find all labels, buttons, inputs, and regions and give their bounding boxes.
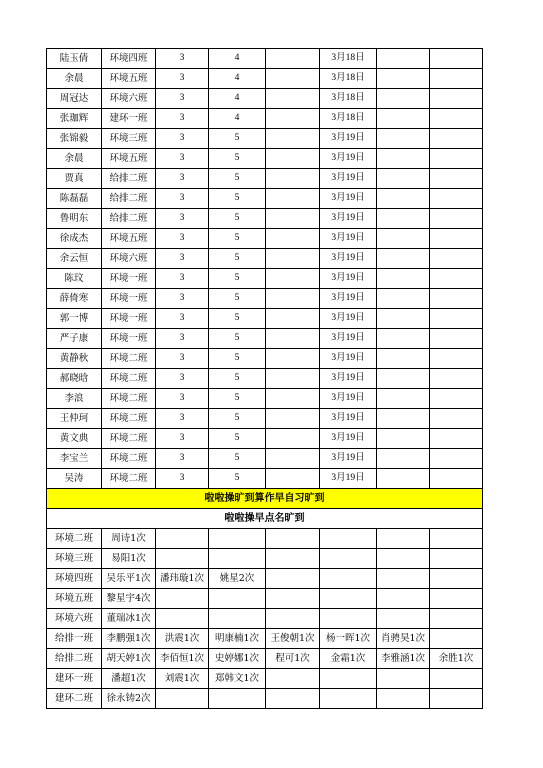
value-cell[interactable]: 3 <box>156 169 209 189</box>
table-row <box>47 569 483 589</box>
value-cell[interactable]: 5 <box>209 249 266 269</box>
value-cell[interactable]: 5 <box>209 149 266 169</box>
empty-cell[interactable] <box>266 369 320 389</box>
class-cell[interactable]: 给排二班 <box>102 169 156 189</box>
student-name-cell[interactable]: 郭一博 <box>47 309 102 329</box>
empty-cell[interactable] <box>266 309 320 329</box>
absence-entry-cell[interactable]: 洪震1次 <box>156 629 209 649</box>
absence-entry-cell[interactable] <box>430 629 483 649</box>
table-row <box>47 389 483 409</box>
absence-entry-cell[interactable]: 徐永铸2次 <box>102 689 156 709</box>
empty-cell[interactable] <box>266 409 320 429</box>
date-cell[interactable]: 3月19日 <box>320 469 377 489</box>
value-cell[interactable]: 4 <box>209 49 266 69</box>
absence-entry-cell[interactable] <box>430 669 483 689</box>
absence-entry-cell[interactable] <box>430 589 483 609</box>
absence-entry-cell[interactable]: 郑韩文1次 <box>209 669 266 689</box>
absence-entry-cell[interactable] <box>320 589 377 609</box>
table-row <box>47 169 483 189</box>
date-cell[interactable]: 3月19日 <box>320 329 377 349</box>
empty-cell[interactable] <box>377 309 430 329</box>
value-cell[interactable]: 3 <box>156 309 209 329</box>
absence-entry-cell[interactable] <box>430 609 483 629</box>
value-cell[interactable]: 5 <box>209 349 266 369</box>
absence-entry-cell[interactable] <box>430 529 483 549</box>
empty-cell[interactable] <box>377 49 430 69</box>
value-cell[interactable]: 5 <box>209 329 266 349</box>
empty-cell[interactable] <box>266 229 320 249</box>
table-row <box>47 609 483 629</box>
absence-entry-cell[interactable]: 吴乐平1次 <box>102 569 156 589</box>
empty-cell[interactable] <box>377 209 430 229</box>
table-row <box>47 689 483 709</box>
student-name-cell[interactable]: 余晨 <box>47 149 102 169</box>
absence-entry-cell[interactable]: 李鹏强1次 <box>102 629 156 649</box>
student-name-cell[interactable]: 余晨 <box>47 69 102 89</box>
table-row <box>47 529 483 549</box>
absence-entry-cell[interactable] <box>377 549 430 569</box>
empty-cell[interactable] <box>430 149 483 169</box>
date-cell[interactable]: 3月19日 <box>320 349 377 369</box>
value-cell[interactable]: 3 <box>156 69 209 89</box>
empty-cell[interactable] <box>266 129 320 149</box>
empty-cell[interactable] <box>377 129 430 149</box>
absence-entry-cell[interactable]: 姚星2次 <box>209 569 266 589</box>
absence-entry-cell[interactable] <box>209 529 266 549</box>
empty-cell[interactable] <box>377 349 430 369</box>
class-cell[interactable]: 环境一班 <box>102 329 156 349</box>
value-cell[interactable]: 5 <box>209 209 266 229</box>
absence-entry-cell[interactable] <box>320 669 377 689</box>
empty-cell[interactable] <box>430 209 483 229</box>
date-cell[interactable]: 3月18日 <box>320 69 377 89</box>
table-row <box>47 429 483 449</box>
value-cell[interactable]: 3 <box>156 389 209 409</box>
absence-entry-cell[interactable] <box>320 609 377 629</box>
absence-entry-cell[interactable] <box>266 589 320 609</box>
student-name-cell[interactable]: 王仲珂 <box>47 409 102 429</box>
absence-entry-cell[interactable]: 周诗1次 <box>102 529 156 549</box>
absence-table <box>46 48 483 709</box>
empty-cell[interactable] <box>377 109 430 129</box>
absence-entry-cell[interactable]: 李雅涵1次 <box>377 649 430 669</box>
empty-cell[interactable] <box>266 389 320 409</box>
empty-cell[interactable] <box>266 469 320 489</box>
empty-cell[interactable] <box>430 389 483 409</box>
empty-cell[interactable] <box>377 469 430 489</box>
table-row <box>47 649 483 669</box>
absence-entry-cell[interactable]: 黎星宇4次 <box>102 589 156 609</box>
table-row <box>47 149 483 169</box>
student-name-cell[interactable]: 李宝兰 <box>47 449 102 469</box>
empty-cell[interactable] <box>377 169 430 189</box>
table-row <box>47 209 483 229</box>
student-name-cell[interactable]: 黄文典 <box>47 429 102 449</box>
empty-cell[interactable] <box>266 269 320 289</box>
absence-entry-cell[interactable] <box>209 589 266 609</box>
absence-entry-cell[interactable] <box>209 549 266 569</box>
absence-entry-cell[interactable]: 杨一晖1次 <box>320 629 377 649</box>
empty-cell[interactable] <box>377 189 430 209</box>
table-row <box>47 629 483 649</box>
table-row <box>47 129 483 149</box>
absence-entry-cell[interactable]: 潘玮璇1次 <box>156 569 209 589</box>
empty-cell[interactable] <box>266 49 320 69</box>
empty-cell[interactable] <box>377 409 430 429</box>
date-cell[interactable]: 3月19日 <box>320 229 377 249</box>
student-name-cell[interactable]: 周冠达 <box>47 89 102 109</box>
table-row <box>47 469 483 489</box>
class-cell[interactable]: 环境一班 <box>102 269 156 289</box>
value-cell[interactable]: 5 <box>209 289 266 309</box>
absence-entry-cell[interactable]: 史婷娜1次 <box>209 649 266 669</box>
absence-entry-cell[interactable] <box>377 669 430 689</box>
date-cell[interactable]: 3月19日 <box>320 289 377 309</box>
empty-cell[interactable] <box>377 289 430 309</box>
absence-entry-cell[interactable] <box>266 549 320 569</box>
value-cell[interactable]: 5 <box>209 409 266 429</box>
table-row <box>47 669 483 689</box>
class-cell[interactable]: 环境六班 <box>102 89 156 109</box>
spreadsheet <box>46 48 483 709</box>
class-cell[interactable]: 给排一班 <box>47 629 102 649</box>
date-cell[interactable]: 3月19日 <box>320 309 377 329</box>
empty-cell[interactable] <box>430 369 483 389</box>
table-body <box>47 49 483 709</box>
class-cell[interactable]: 环境三班 <box>47 549 102 569</box>
absence-entry-cell[interactable] <box>430 549 483 569</box>
student-name-cell[interactable]: 张锦毅 <box>47 129 102 149</box>
empty-cell[interactable] <box>266 429 320 449</box>
value-cell[interactable]: 3 <box>156 329 209 349</box>
empty-cell[interactable] <box>430 289 483 309</box>
empty-cell[interactable] <box>430 129 483 149</box>
absence-entry-cell[interactable]: 潘超1次 <box>102 669 156 689</box>
absence-entry-cell[interactable]: 刘震1次 <box>156 669 209 689</box>
absence-entry-cell[interactable]: 易阳1次 <box>102 549 156 569</box>
empty-cell[interactable] <box>430 269 483 289</box>
student-name-cell[interactable]: 张珈辉 <box>47 109 102 129</box>
class-cell[interactable]: 给排二班 <box>47 649 102 669</box>
value-cell[interactable]: 3 <box>156 429 209 449</box>
banner-title[interactable]: 啦啦操旷到算作早自习旷到 <box>47 489 483 509</box>
empty-cell[interactable] <box>377 69 430 89</box>
absence-entry-cell[interactable] <box>320 689 377 709</box>
date-cell[interactable]: 3月19日 <box>320 209 377 229</box>
date-cell[interactable]: 3月19日 <box>320 149 377 169</box>
value-cell[interactable]: 3 <box>156 449 209 469</box>
class-cell[interactable]: 给排二班 <box>102 189 156 209</box>
value-cell[interactable]: 5 <box>209 169 266 189</box>
table-row <box>47 109 483 129</box>
empty-cell[interactable] <box>377 269 430 289</box>
absence-entry-cell[interactable] <box>266 609 320 629</box>
absence-entry-cell[interactable] <box>209 609 266 629</box>
student-name-cell[interactable]: 鲁明东 <box>47 209 102 229</box>
class-cell[interactable]: 建环二班 <box>47 689 102 709</box>
class-cell[interactable]: 环境五班 <box>102 69 156 89</box>
table-row <box>47 309 483 329</box>
table-row <box>47 449 483 469</box>
absence-entry-cell[interactable] <box>430 689 483 709</box>
date-cell[interactable]: 3月19日 <box>320 189 377 209</box>
value-cell[interactable]: 5 <box>209 129 266 149</box>
student-name-cell[interactable]: 陆玉倩 <box>47 49 102 69</box>
value-cell[interactable]: 3 <box>156 409 209 429</box>
table-row <box>47 329 483 349</box>
date-cell[interactable]: 3月18日 <box>320 89 377 109</box>
table-row <box>47 49 483 69</box>
subtitle-row <box>47 509 483 529</box>
class-cell[interactable]: 环境二班 <box>102 389 156 409</box>
empty-cell[interactable] <box>377 449 430 469</box>
empty-cell[interactable] <box>266 209 320 229</box>
value-cell[interactable]: 4 <box>209 89 266 109</box>
absence-entry-cell[interactable] <box>266 529 320 549</box>
value-cell[interactable]: 3 <box>156 109 209 129</box>
class-cell[interactable]: 给排二班 <box>102 209 156 229</box>
absence-entry-cell[interactable]: 李佰恒1次 <box>156 649 209 669</box>
value-cell[interactable]: 3 <box>156 469 209 489</box>
table-row <box>47 269 483 289</box>
empty-cell[interactable] <box>430 89 483 109</box>
empty-cell[interactable] <box>430 409 483 429</box>
value-cell[interactable]: 3 <box>156 209 209 229</box>
value-cell[interactable]: 3 <box>156 349 209 369</box>
absence-entry-cell[interactable] <box>266 569 320 589</box>
student-name-cell[interactable]: 贾真 <box>47 169 102 189</box>
class-cell[interactable]: 环境二班 <box>47 529 102 549</box>
absence-entry-cell[interactable]: 王俊朝1次 <box>266 629 320 649</box>
table-row <box>47 369 483 389</box>
value-cell[interactable]: 3 <box>156 369 209 389</box>
class-cell[interactable]: 环境二班 <box>102 409 156 429</box>
class-cell[interactable]: 环境六班 <box>47 609 102 629</box>
value-cell[interactable]: 5 <box>209 309 266 329</box>
empty-cell[interactable] <box>430 229 483 249</box>
absence-entry-cell[interactable] <box>266 669 320 689</box>
table-row <box>47 189 483 209</box>
empty-cell[interactable] <box>377 249 430 269</box>
empty-cell[interactable] <box>430 69 483 89</box>
value-cell[interactable]: 5 <box>209 469 266 489</box>
date-cell[interactable]: 3月19日 <box>320 269 377 289</box>
empty-cell[interactable] <box>266 249 320 269</box>
absence-entry-cell[interactable]: 肖骋昊1次 <box>377 629 430 649</box>
date-cell[interactable]: 3月18日 <box>320 109 377 129</box>
student-name-cell[interactable]: 黄静秋 <box>47 349 102 369</box>
absence-entry-cell[interactable] <box>320 549 377 569</box>
class-cell[interactable]: 环境一班 <box>102 289 156 309</box>
empty-cell[interactable] <box>430 429 483 449</box>
value-cell[interactable]: 5 <box>209 449 266 469</box>
date-cell[interactable]: 3月19日 <box>320 429 377 449</box>
value-cell[interactable]: 5 <box>209 189 266 209</box>
table-row <box>47 249 483 269</box>
empty-cell[interactable] <box>266 169 320 189</box>
empty-cell[interactable] <box>377 149 430 169</box>
class-cell[interactable]: 环境三班 <box>102 129 156 149</box>
absence-entry-cell[interactable] <box>156 589 209 609</box>
value-cell[interactable]: 5 <box>209 429 266 449</box>
student-name-cell[interactable]: 吴涛 <box>47 469 102 489</box>
class-cell[interactable]: 环境四班 <box>47 569 102 589</box>
empty-cell[interactable] <box>430 169 483 189</box>
absence-entry-cell[interactable] <box>209 689 266 709</box>
class-cell[interactable]: 环境一班 <box>102 309 156 329</box>
class-cell[interactable]: 环境六班 <box>102 249 156 269</box>
student-name-cell[interactable]: 严子康 <box>47 329 102 349</box>
empty-cell[interactable] <box>430 449 483 469</box>
empty-cell[interactable] <box>430 309 483 329</box>
absence-entry-cell[interactable] <box>377 529 430 549</box>
absence-entry-cell[interactable]: 明康楠1次 <box>209 629 266 649</box>
class-cell[interactable]: 环境五班 <box>102 229 156 249</box>
table-row <box>47 89 483 109</box>
empty-cell[interactable] <box>430 249 483 269</box>
value-cell[interactable]: 3 <box>156 149 209 169</box>
student-name-cell[interactable]: 陈磊磊 <box>47 189 102 209</box>
date-cell[interactable]: 3月19日 <box>320 249 377 269</box>
empty-cell[interactable] <box>377 429 430 449</box>
class-cell[interactable]: 建环一班 <box>47 669 102 689</box>
date-cell[interactable]: 3月19日 <box>320 449 377 469</box>
empty-cell[interactable] <box>377 369 430 389</box>
date-cell[interactable]: 3月19日 <box>320 409 377 429</box>
absence-entry-cell[interactable]: 金霜1次 <box>320 649 377 669</box>
class-cell[interactable]: 环境二班 <box>102 469 156 489</box>
date-cell[interactable]: 3月19日 <box>320 129 377 149</box>
absence-entry-cell[interactable]: 余胜1次 <box>430 649 483 669</box>
class-cell[interactable]: 环境五班 <box>102 149 156 169</box>
class-cell[interactable]: 建环一班 <box>102 109 156 129</box>
absence-entry-cell[interactable]: 程可1次 <box>266 649 320 669</box>
absence-entry-cell[interactable] <box>320 569 377 589</box>
empty-cell[interactable] <box>266 69 320 89</box>
value-cell[interactable]: 3 <box>156 249 209 269</box>
empty-cell[interactable] <box>377 229 430 249</box>
table-row <box>47 409 483 429</box>
absence-entry-cell[interactable] <box>320 529 377 549</box>
student-name-cell[interactable]: 薛倚寒 <box>47 289 102 309</box>
absence-entry-cell[interactable] <box>156 529 209 549</box>
value-cell[interactable]: 3 <box>156 229 209 249</box>
class-cell[interactable]: 环境二班 <box>102 449 156 469</box>
value-cell[interactable]: 3 <box>156 49 209 69</box>
absence-entry-cell[interactable] <box>156 689 209 709</box>
value-cell[interactable]: 5 <box>209 229 266 249</box>
absence-entry-cell[interactable] <box>430 569 483 589</box>
empty-cell[interactable] <box>377 389 430 409</box>
student-name-cell[interactable]: 李浪 <box>47 389 102 409</box>
class-cell[interactable]: 环境四班 <box>102 49 156 69</box>
table-row <box>47 69 483 89</box>
absence-entry-cell[interactable] <box>377 589 430 609</box>
empty-cell[interactable] <box>430 189 483 209</box>
class-cell[interactable]: 环境五班 <box>47 589 102 609</box>
empty-cell[interactable] <box>377 329 430 349</box>
student-name-cell[interactable]: 陈玟 <box>47 269 102 289</box>
value-cell[interactable]: 5 <box>209 369 266 389</box>
empty-cell[interactable] <box>430 49 483 69</box>
absence-entry-cell[interactable] <box>377 609 430 629</box>
table-row <box>47 229 483 249</box>
table-row <box>47 589 483 609</box>
class-cell[interactable]: 环境二班 <box>102 429 156 449</box>
empty-cell[interactable] <box>266 329 320 349</box>
empty-cell[interactable] <box>266 349 320 369</box>
absence-entry-cell[interactable] <box>377 689 430 709</box>
class-cell[interactable]: 环境二班 <box>102 369 156 389</box>
empty-cell[interactable] <box>266 189 320 209</box>
class-cell[interactable]: 环境二班 <box>102 349 156 369</box>
table-row <box>47 289 483 309</box>
value-cell[interactable]: 5 <box>209 389 266 409</box>
absence-entry-cell[interactable] <box>156 609 209 629</box>
date-cell[interactable]: 3月19日 <box>320 169 377 189</box>
absence-entry-cell[interactable] <box>266 689 320 709</box>
empty-cell[interactable] <box>377 89 430 109</box>
value-cell[interactable]: 3 <box>156 189 209 209</box>
value-cell[interactable]: 4 <box>209 109 266 129</box>
table-row <box>47 349 483 369</box>
value-cell[interactable]: 3 <box>156 269 209 289</box>
absence-entry-cell[interactable] <box>156 549 209 569</box>
table-row <box>47 549 483 569</box>
student-name-cell[interactable]: 郝晓晗 <box>47 369 102 389</box>
value-cell[interactable]: 4 <box>209 69 266 89</box>
value-cell[interactable]: 5 <box>209 269 266 289</box>
empty-cell[interactable] <box>266 289 320 309</box>
date-cell[interactable]: 3月19日 <box>320 389 377 409</box>
empty-cell[interactable] <box>266 449 320 469</box>
empty-cell[interactable] <box>266 149 320 169</box>
value-cell[interactable]: 3 <box>156 289 209 309</box>
absence-entry-cell[interactable]: 董瑞冰1次 <box>102 609 156 629</box>
date-cell[interactable]: 3月19日 <box>320 369 377 389</box>
absence-entry-cell[interactable]: 胡天婷1次 <box>102 649 156 669</box>
value-cell[interactable]: 3 <box>156 89 209 109</box>
section-subtitle[interactable]: 啦啦操早点名旷到 <box>47 509 483 529</box>
date-cell[interactable]: 3月18日 <box>320 49 377 69</box>
student-name-cell[interactable]: 徐成杰 <box>47 229 102 249</box>
empty-cell[interactable] <box>430 469 483 489</box>
empty-cell[interactable] <box>266 89 320 109</box>
banner-row <box>47 489 483 509</box>
absence-entry-cell[interactable] <box>377 569 430 589</box>
empty-cell[interactable] <box>430 349 483 369</box>
value-cell[interactable]: 3 <box>156 129 209 149</box>
empty-cell[interactable] <box>266 109 320 129</box>
empty-cell[interactable] <box>430 109 483 129</box>
student-name-cell[interactable]: 余云恒 <box>47 249 102 269</box>
empty-cell[interactable] <box>430 329 483 349</box>
